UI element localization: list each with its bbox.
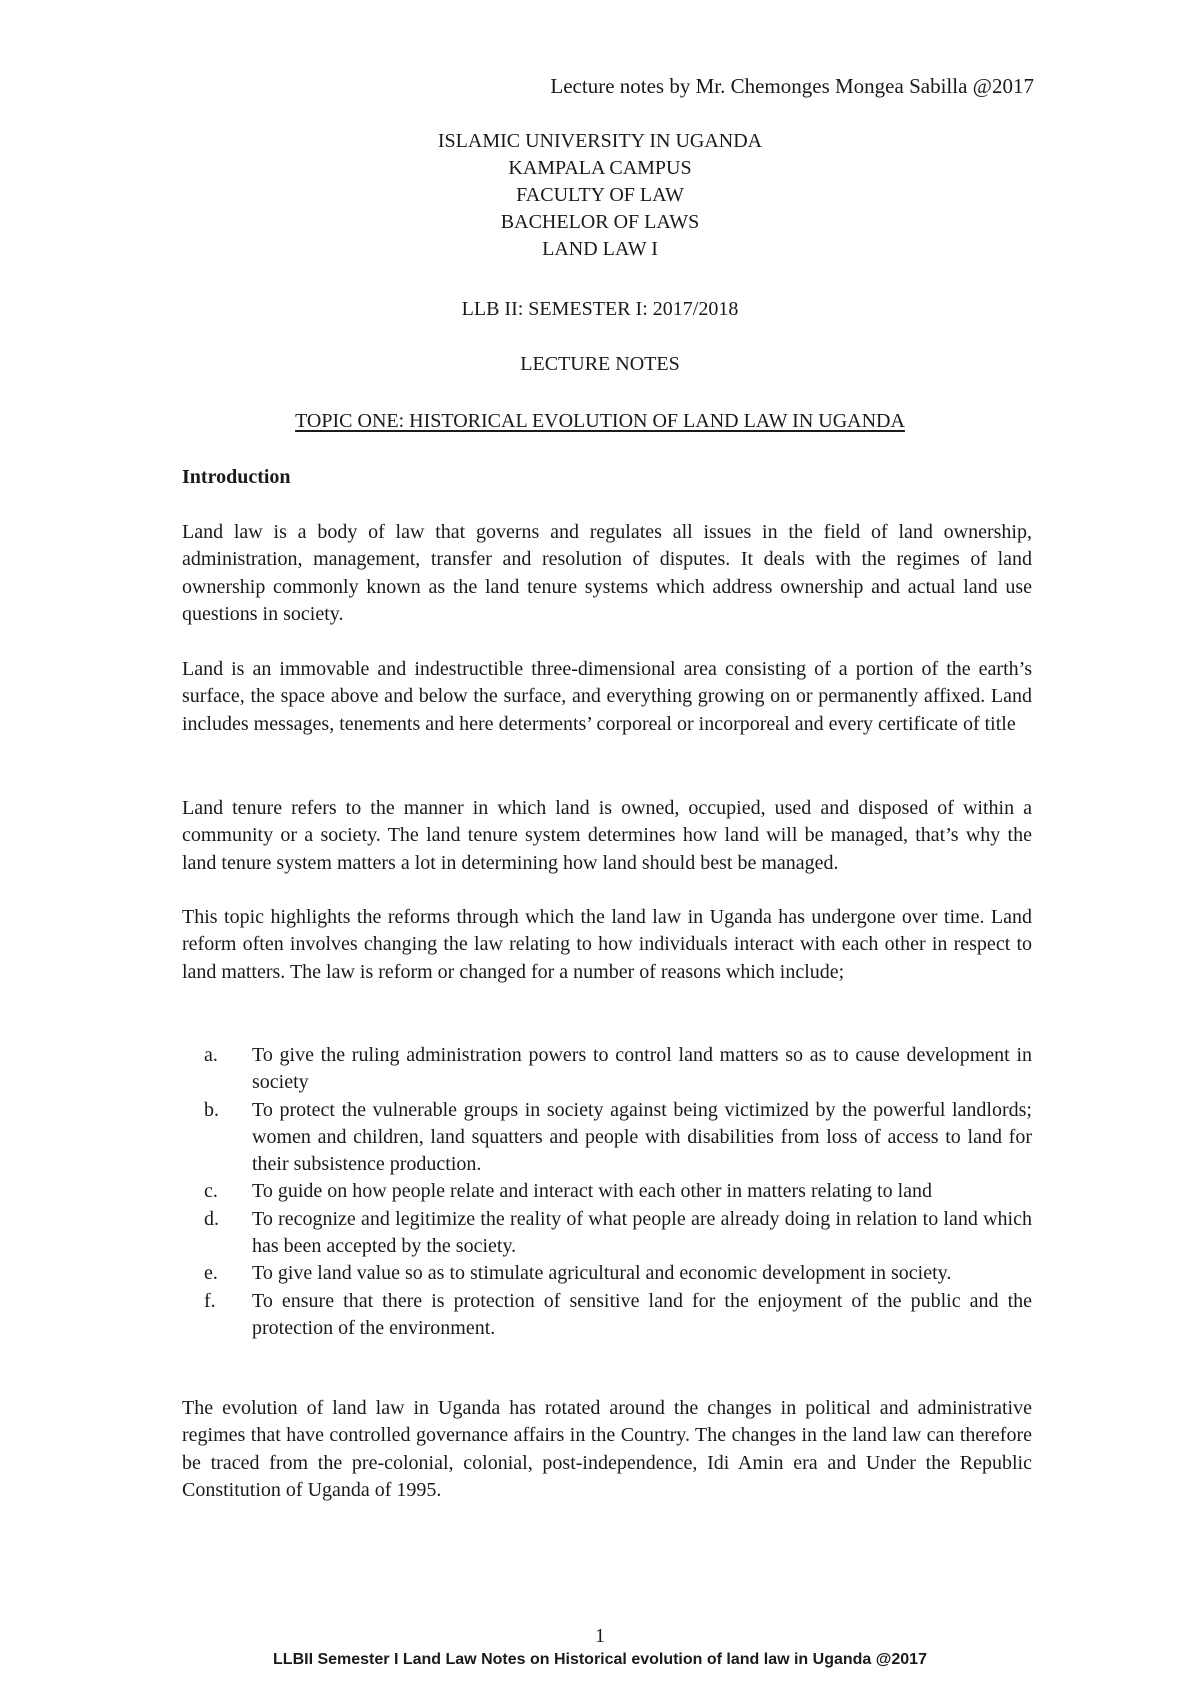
paragraph-topic-overview: This topic highlights the reforms through which the land law in Uganda has undergone over time. Land reform often involves changing the law relating to how individuals interact with each other in respect to land matters. The law is reform or changed for a number of reasons which include; bbox=[182, 906, 1032, 983]
paragraph-land-definition: Land is an immovable and indestructible three-dimensional area consisting of a portion of the earth’s surface, the space above and below the surface, and everything growing on or permanently affixed. Land includes messages, tenements and here determents’ corporeal or incorporeal and every certificate of title bbox=[182, 658, 1032, 735]
semester-line: LLB II: SEMESTER I: 2017/2018 bbox=[461, 298, 739, 320]
list-item-text: To guide on how people relate and interact with each other in matters relating to land bbox=[252, 1180, 933, 1203]
list-item-text: To recognize and legitimize the reality of what people are already doing in relation to land which has been accepted by the society. bbox=[252, 1207, 1032, 1258]
running-header: Lecture notes by Mr. Chemonges Mongea Sabilla @2017 bbox=[550, 74, 1034, 98]
university-name: ISLAMIC UNIVERSITY IN UGANDA bbox=[437, 130, 763, 152]
list-item-text: To give the ruling administration powers to control land matters so as to cause development in society bbox=[252, 1044, 1032, 1094]
list-item-text: To protect the vulnerable groups in society against being victimized by the powerful landlords; women and children, land squatters and people with disabilities from loss of access to land for their subsistence production. bbox=[252, 1098, 1032, 1176]
running-footer: LLBII Semester I Land Law Notes on Historical evolution of land law in Uganda @2017 bbox=[273, 1651, 927, 1668]
course-name: LAND LAW I bbox=[542, 238, 658, 260]
paragraph-evolution-summary: The evolution of land law in Uganda has rotated around the changes in political and administrative regimes that have controlled governance affairs in the Country. The changes in the land law can therefore be traced from the pre-colonial, colonial, post-independence, Idi Amin era and Under the Republic Constitution of Uganda of 1995. bbox=[182, 1397, 1032, 1501]
faculty-name: FACULTY OF LAW bbox=[516, 184, 684, 206]
paragraph-land-law-definition: Land law is a body of law that governs and regulates all issues in the field of land ownership, administration, management, transfer and resolution of disputes. It deals with the regimes of land ownership commonly known as the land tenure systems which address ownership and actual land use questions in society. bbox=[182, 521, 1032, 625]
reasons-list bbox=[204, 1042, 1032, 1342]
programme-name: BACHELOR OF LAWS bbox=[500, 211, 700, 233]
topic-heading: TOPIC ONE: HISTORICAL EVOLUTION OF LAND LAW IN UGANDA bbox=[295, 410, 905, 432]
list-marker: c. bbox=[204, 1180, 218, 1203]
list-item bbox=[204, 1260, 1032, 1287]
introduction-heading: Introduction bbox=[182, 466, 291, 488]
list-marker: e. bbox=[204, 1262, 218, 1285]
title-block bbox=[182, 128, 1018, 263]
list-marker: f. bbox=[204, 1289, 216, 1312]
lecture-notes-heading: LECTURE NOTES bbox=[520, 353, 680, 375]
list-item bbox=[204, 1178, 1032, 1205]
list-item bbox=[204, 1288, 1032, 1343]
list-marker: b. bbox=[204, 1098, 219, 1121]
page-number: 1 bbox=[595, 1625, 605, 1647]
campus-name: KAMPALA CAMPUS bbox=[508, 157, 692, 179]
list-marker: a. bbox=[204, 1044, 218, 1066]
list-item-text: To ensure that there is protection of sensitive land for the enjoyment of the public and the protection of the environment. bbox=[252, 1289, 1032, 1339]
paragraph-land-tenure: Land tenure refers to the manner in which land is owned, occupied, used and disposed of within a community or a society. The land tenure system determines how land will be managed, that’s why the land tenure system matters a lot in determining how land should best be managed. bbox=[182, 797, 1032, 874]
list-item bbox=[204, 1042, 1032, 1097]
list-item bbox=[204, 1206, 1032, 1261]
list-marker: d. bbox=[204, 1207, 219, 1230]
list-item bbox=[204, 1097, 1032, 1179]
list-item-text: To give land value so as to stimulate agricultural and economic development in society. bbox=[252, 1262, 952, 1285]
